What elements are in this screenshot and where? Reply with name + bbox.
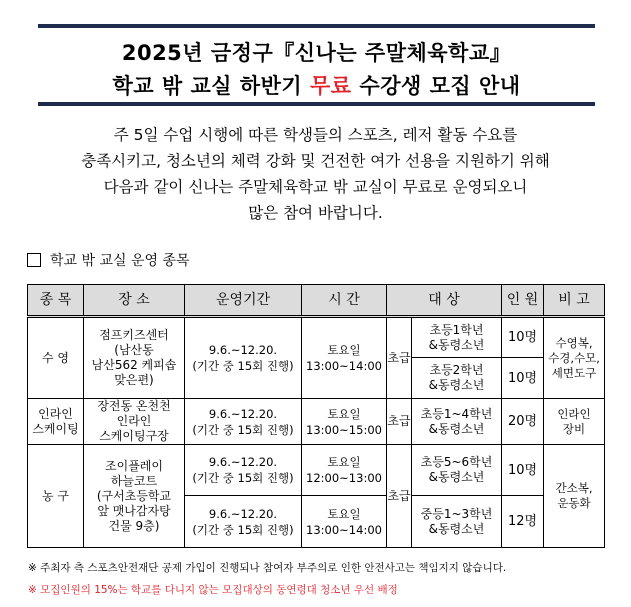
location-cell: 점프키즈센터 (남산동 남산562 케피솝 맞은편) <box>84 317 185 399</box>
period-cell: 9.6.~12.20. (기간 중 15회 진행) <box>185 399 302 445</box>
section-heading <box>27 250 190 270</box>
table-row <box>28 317 605 358</box>
header-count: 인 원 <box>502 285 544 317</box>
target-cell: 초등1~4학년 &동령소년 <box>412 399 502 445</box>
title-line-2-prefix: 학교 밖 교실 하반기 <box>112 74 311 98</box>
intro-line: 충족시키고, 청소년의 체력 강화 및 건전한 여가 선용을 지원하기 위해 <box>81 152 550 170</box>
count-cell: 10명 <box>502 317 544 358</box>
category-cell: 인라인 스케이팅 <box>28 399 84 445</box>
count-cell: 10명 <box>502 445 544 496</box>
period-cell: 9.6.~12.20. (기간 중 15회 진행) <box>185 445 302 496</box>
level-cell: 초급 <box>387 399 412 445</box>
level-cell: 초급 <box>387 317 412 399</box>
note-cell: 수영복, 수경,수모, 세면도구 <box>544 317 605 399</box>
program-table <box>27 284 605 548</box>
period-cell: 9.6.~12.20. (기간 중 15회 진행) <box>185 496 302 548</box>
target-cell: 중등1~3학년 &동령소년 <box>412 496 502 548</box>
target-cell: 초등5~6학년 &동령소년 <box>412 445 502 496</box>
time-cell: 토요일 13:00~15:00 <box>302 399 387 445</box>
count-cell: 20명 <box>502 399 544 445</box>
intro-line: 다음과 같이 신나는 주말체육학교 밖 교실이 무료로 운영되오니 <box>103 178 528 196</box>
title-line-2-suffix: 수강생 모집 안내 <box>351 74 521 98</box>
header-category: 종 목 <box>28 285 84 317</box>
category-cell: 농 구 <box>28 445 84 548</box>
time-cell: 토요일 13:00~14:00 <box>302 496 387 548</box>
header-target: 대 상 <box>387 285 502 317</box>
title-line-2 <box>38 70 595 100</box>
title-line-1: 2025년 금정구『신나는 주말체육학교』 <box>121 41 512 65</box>
count-cell: 12명 <box>502 496 544 548</box>
footnote-quota: ※ 모집인원의 15%는 학교를 다니지 않는 모집대상의 동연령대 청소년 우선 배정 <box>28 584 398 596</box>
time-cell: 토요일 13:00~14:00 <box>302 317 387 399</box>
note-cell: 간소복, 운동화 <box>544 445 605 548</box>
header-location: 장 소 <box>84 285 185 317</box>
period-cell: 9.6.~12.20. (기간 중 15회 진행) <box>185 317 302 399</box>
checkbox-square-icon <box>27 253 41 267</box>
note-cell: 인라인 장비 <box>544 399 605 445</box>
count-cell: 10명 <box>502 358 544 399</box>
free-highlight: 무료 <box>310 74 352 98</box>
header-time: 시 간 <box>302 285 387 317</box>
intro-line: 주 5일 수업 시행에 따른 학생들의 스포츠, 레저 활동 수요를 <box>113 126 518 144</box>
table-header-row <box>28 285 605 317</box>
section-title: 학교 밖 교실 운영 종목 <box>50 253 190 269</box>
target-cell: 초등1학년 &동령소년 <box>412 317 502 358</box>
target-cell: 초등2학년 &동령소년 <box>412 358 502 399</box>
time-cell: 토요일 12:00~13:00 <box>302 445 387 496</box>
location-cell: 조이플레이 하늘코트 (구서초등학교 앞 맷나감자탕 건물 9층) <box>84 445 185 548</box>
location-cell: 장전동 온천천 인라인 스케이팅구장 <box>84 399 185 445</box>
header-note: 비 고 <box>544 285 605 317</box>
table-row <box>28 399 605 445</box>
intro-line: 많은 참여 바랍니다. <box>248 204 383 222</box>
title-banner <box>38 24 595 106</box>
footnote-liability: ※ 주최자 측 스포츠안전재단 공제 가입이 진행되나 참여자 부주의로 인한 안전사고는 책임지지 않습니다. <box>28 562 507 574</box>
category-cell: 수 영 <box>28 317 84 399</box>
level-cell: 초급 <box>387 445 412 548</box>
table-row <box>28 445 605 496</box>
intro-paragraph <box>30 122 601 226</box>
header-period: 운영기간 <box>185 285 302 317</box>
